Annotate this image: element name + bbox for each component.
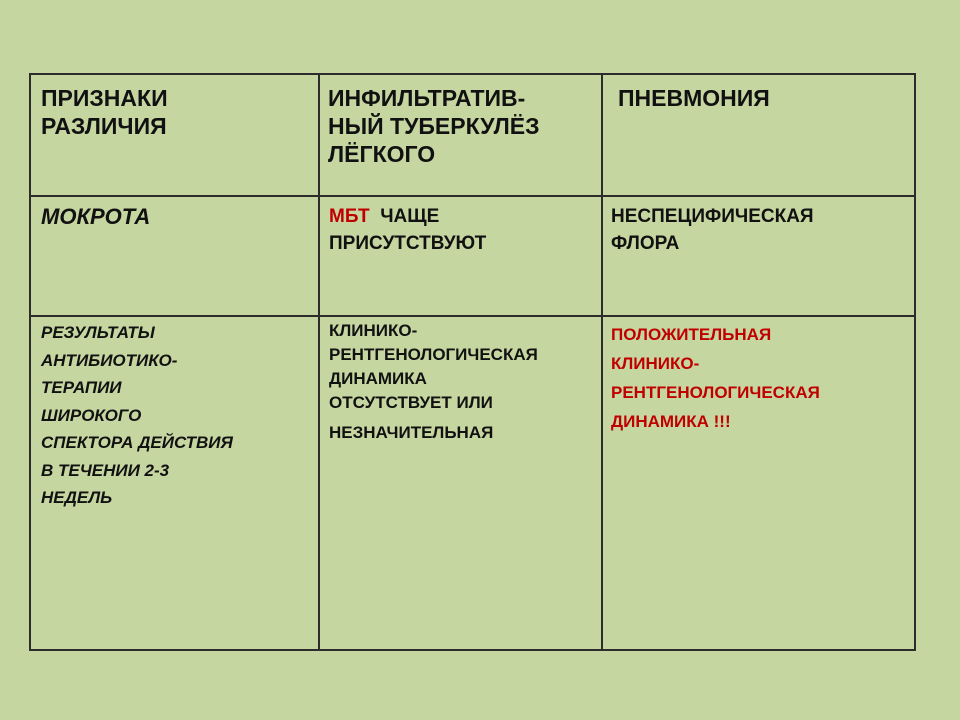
sputum-tb-line [329, 203, 486, 230]
row-sputum-tuberculosis [329, 203, 486, 257]
row-antibiotics-tuberculosis [329, 319, 538, 445]
antibiotics-label-line: НЕДЕЛЬ [41, 488, 113, 507]
header-cell-tuberculosis [328, 84, 540, 168]
antibiotics-tb-line: КЛИНИКО- [329, 321, 418, 340]
sputum-tb-line2: ПРИСУТСТВУЮТ [329, 233, 487, 254]
sputum-label-text: МОКРОТА [41, 204, 151, 229]
row-sputum-label [41, 203, 150, 231]
row-antibiotics-pneumonia [611, 320, 820, 436]
antibiotics-pneumonia-line: ПОЛОЖИТЕЛЬНАЯ [611, 325, 772, 344]
mbt-highlight: МБТ [329, 206, 370, 227]
header-tuberculosis-line: ИНФИЛЬТРАТИВ- [328, 85, 526, 111]
antibiotics-tb-line: ДИНАМИКА [329, 369, 427, 388]
antibiotics-tb-line: РЕНТГЕНОЛОГИЧЕСКАЯ [329, 345, 538, 364]
header-features-line: РАЗЛИЧИЯ [41, 113, 167, 139]
column-divider-2 [601, 75, 603, 649]
header-pneumonia-line: ПНЕВМОНИЯ [618, 85, 770, 111]
sputum-tb-line1-rest: ЧАЩЕ [380, 206, 440, 227]
row-divider-1 [31, 195, 914, 197]
comparison-table [29, 73, 916, 651]
antibiotics-label-line: СПЕКТОРА ДЕЙСТВИЯ [41, 433, 233, 452]
antibiotics-label-line: В ТЕЧЕНИИ 2-3 [41, 460, 170, 480]
header-tuberculosis-line: НЫЙ ТУБЕРКУЛЁЗ [328, 113, 540, 139]
antibiotics-tb-line: НЕЗНАЧИТЕЛЬНАЯ [329, 423, 494, 442]
column-divider-1 [318, 75, 320, 649]
antibiotics-label-line: АНТИБИОТИКО- [41, 350, 178, 370]
antibiotics-pneumonia-line: КЛИНИКО- [611, 354, 700, 373]
antibiotics-pneumonia-line: РЕНТГЕНОЛОГИЧЕСКАЯ [611, 383, 820, 402]
header-tuberculosis-line: ЛЁГКОГО [328, 141, 436, 167]
row-antibiotics-label [41, 319, 233, 512]
header-cell-features [41, 84, 168, 140]
antibiotics-tb-line: ОТСУТСТВУЕТ ИЛИ [329, 393, 493, 412]
antibiotics-pneumonia-line: ДИНАМИКА !!! [611, 412, 731, 431]
sputum-pneumonia-line: ФЛОРА [611, 233, 680, 254]
sputum-pneumonia-line: НЕСПЕЦИФИЧЕСКАЯ [611, 206, 814, 227]
header-cell-pneumonia [618, 84, 770, 112]
row-divider-2 [31, 315, 914, 317]
antibiotics-label-line: ТЕРАПИИ [41, 378, 122, 397]
row-sputum-pneumonia [611, 203, 814, 257]
antibiotics-label-line: РЕЗУЛЬТАТЫ [41, 323, 155, 342]
header-features-line: ПРИЗНАКИ [41, 85, 168, 111]
antibiotics-label-line: ШИРОКОГО [41, 405, 142, 425]
